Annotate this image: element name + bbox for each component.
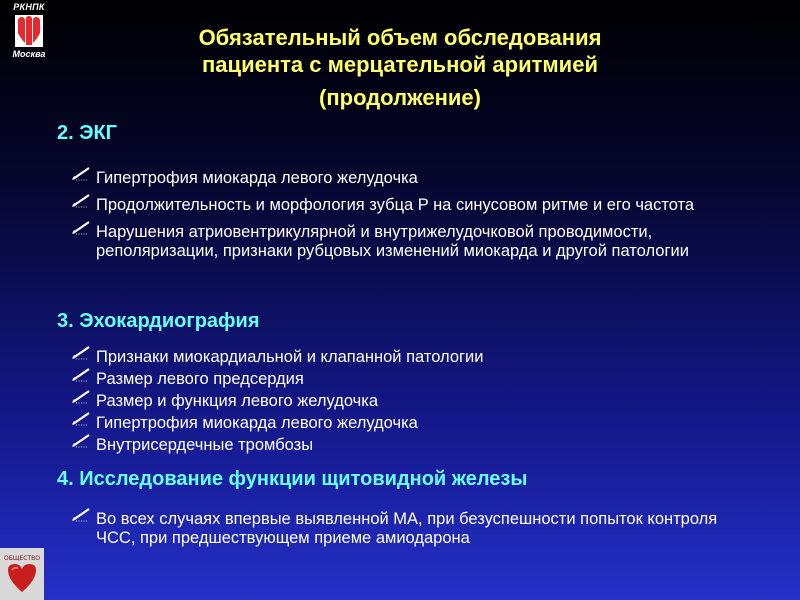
rknpk-logo — [6, 2, 52, 64]
pencil-icon — [70, 388, 92, 404]
slide-title — [120, 24, 680, 111]
list-item: Продолжительность и морфология зубца P на синусовом ритме и его частота — [70, 196, 750, 215]
list-item: Гипертрофия миокарда левого желудочка — [70, 414, 750, 433]
ecg-list — [70, 169, 750, 261]
section-heading-thyroid: 4. Исследование функции щитовидной железы — [57, 468, 528, 490]
pencil-icon — [70, 432, 92, 448]
title-line-3: (продолжение) — [319, 85, 481, 110]
pencil-icon — [70, 219, 92, 235]
logo-city-text: Москва — [12, 49, 46, 59]
title-line-1: Обязательный объем обследования — [198, 25, 602, 50]
pencil-icon — [70, 410, 92, 426]
title-line-2: пациента с мерцательной аритмией — [202, 52, 598, 77]
section-heading-echo: 3. Эхокардиография — [57, 310, 260, 332]
list-item: Размер и функция левого желудочка — [70, 392, 750, 411]
echo-list — [70, 348, 750, 455]
list-item: Размер левого предсердия — [70, 370, 750, 389]
logo-org-text: РКНПК — [13, 2, 45, 12]
pencil-icon — [70, 344, 92, 360]
list-item: Во всех случаях впервые выявленной МА, при безуспешности попыток контроля ЧСС, при предшествующем приеме амиодарона — [70, 510, 750, 548]
list-item: Нарушения атриовентрикулярной и внутрижелудочковой проводимости, реполяризации, признаки рубцовых изменений миокарда и другой патологии — [70, 223, 750, 261]
thyroid-list — [70, 510, 750, 548]
section-heading-ecg: 2. ЭКГ — [57, 122, 118, 144]
list-item: Внутрисердечные тромбозы — [70, 436, 750, 455]
heart-logo-icon — [15, 15, 43, 47]
pencil-icon — [70, 366, 92, 382]
list-item: Гипертрофия миокарда левого желудочка — [70, 169, 750, 188]
society-logo-icon — [0, 548, 44, 600]
pencil-icon — [70, 192, 92, 208]
society-logo-text: ОБЩЕСТВО — [4, 555, 40, 562]
list-item: Признаки миокардиальной и клапанной патологии — [70, 348, 750, 367]
pencil-icon — [70, 506, 92, 522]
pencil-icon — [70, 165, 92, 181]
